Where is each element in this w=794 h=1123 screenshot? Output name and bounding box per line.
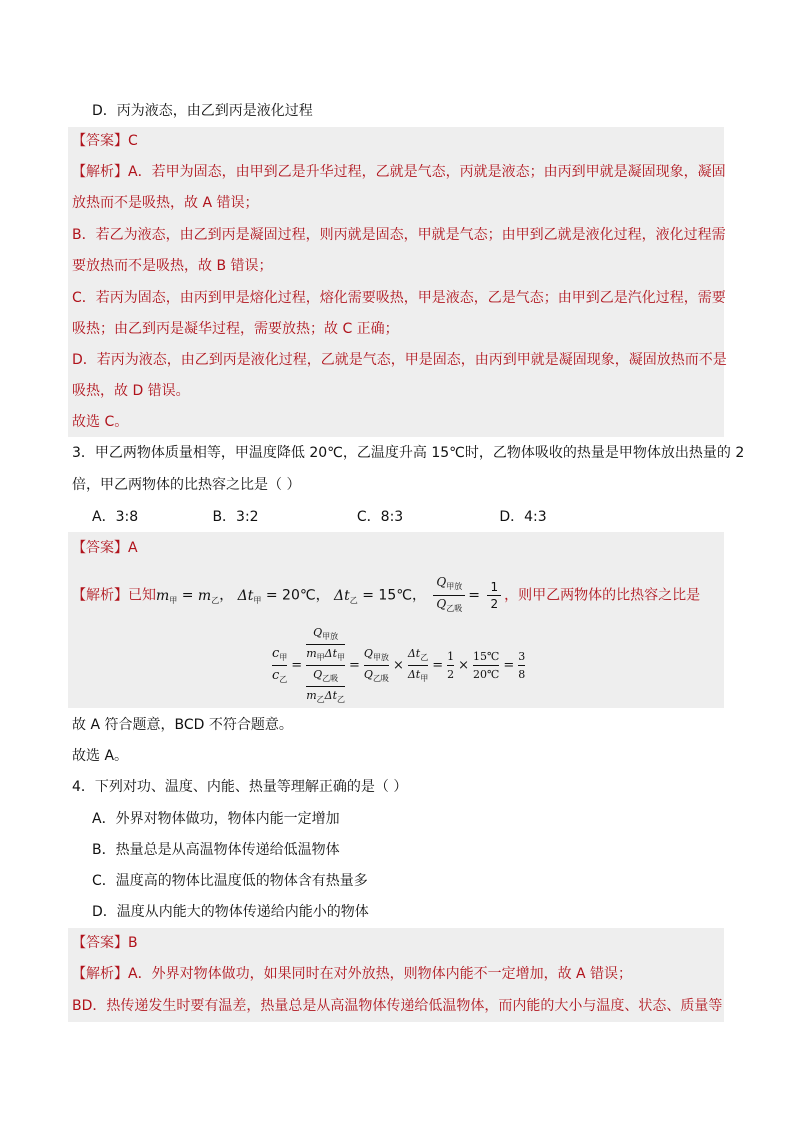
answer-tag: 【答案】 bbox=[72, 935, 128, 951]
answer-tag: 【答案】 bbox=[72, 540, 128, 556]
c-ratio: $c_甲$ $c_乙$ bbox=[272, 645, 288, 684]
q3-after: 故 A 符合题意，BCD 不符合题意。 bbox=[72, 717, 293, 733]
mass-yi: $m_乙$ bbox=[197, 587, 220, 605]
analysis-known-label: 已知 bbox=[128, 587, 156, 604]
analysis-tag: 【解析】 bbox=[72, 966, 128, 982]
temp-ratio-value: 15℃ 20℃ bbox=[473, 649, 500, 681]
delta-t-yi-value: = 15℃ bbox=[362, 587, 412, 604]
analysis-text: A．若甲为固态，由甲到乙是升华过程，乙就是气态，丙就是液态；由丙到甲就是凝固现象，凝固 bbox=[128, 164, 726, 180]
dt-fraction: $\Delta t_乙$ $\Delta t_甲$ bbox=[407, 646, 429, 683]
specific-heat-ratio-formula: $c_甲$ $c_乙$ = $Q_{甲放}$ $m_甲\Delta t_甲$ $Q_{乙吸}$ $m_乙\Delta t_乙$ = $Q_{甲放}$ $Q_{乙吸}$ × $\Delta t_乙$ $\Delta t_甲$ = 1 2 × 15℃ 20℃ = 3 8 bbox=[272, 625, 526, 704]
q2-answer bbox=[72, 130, 138, 152]
q2-analysis-b-1: B．若乙为液态，由乙到丙是凝固过程，则丙就是固态，甲就是气态；由甲到乙就是液化过程，液化过程需 bbox=[72, 227, 726, 243]
half-value: 1 2 bbox=[447, 649, 455, 681]
answer-value: C bbox=[128, 133, 138, 149]
q2-analysis-b-2: 要放热而不是吸热，故 B 错误； bbox=[72, 258, 273, 274]
analysis-tag: 【解析】 bbox=[72, 587, 128, 604]
q4-option-a: A．外界对物体做功，物体内能一定增加 bbox=[92, 811, 340, 827]
q4-analysis-bd: BD．热传递发生时要有温差，热量总是从高温物体传递给低温物体，而内能的大小与温度、状态、质量等 bbox=[72, 998, 723, 1014]
q2-conclusion: 故选 C。 bbox=[72, 414, 129, 430]
q3-option-a: A．3:8 bbox=[92, 509, 139, 525]
q3-answer bbox=[72, 537, 138, 559]
q4-option-b: B．热量总是从高温物体传递给低温物体 bbox=[92, 842, 340, 858]
q2-analysis-c-2: 吸热；由乙到丙是凝华过程，需要放热；故 C 正确； bbox=[72, 321, 399, 337]
q3-conclusion: 故选 A。 bbox=[72, 748, 129, 764]
q2-analysis-d-2: 吸热，故 D 错误。 bbox=[72, 383, 190, 399]
q4-answer bbox=[72, 932, 138, 954]
q4-stem: 4．下列对功、温度、内能、热量等理解正确的是（ ） bbox=[72, 779, 408, 795]
compound-fraction: $Q_{甲放}$ $m_甲\Delta t_甲$ $Q_{乙吸}$ $m_乙\Delta t_乙$ bbox=[306, 625, 345, 704]
q3-option-c: C．8:3 bbox=[356, 509, 404, 525]
answer-value: B bbox=[128, 935, 138, 951]
q2-analysis-d-1: D．若丙为液态，由乙到丙是液化过程，乙就是气态，甲是固态，由丙到甲就是凝固现象，凝固放热而不是 bbox=[72, 352, 727, 368]
analysis-text: A．外界对物体做功，如果同时在对外放热，则物体内能不一定增加，故 A 错误； bbox=[128, 966, 633, 982]
result-value: 3 8 bbox=[518, 649, 526, 681]
q4-analysis-a bbox=[72, 963, 632, 985]
q-ratio-fraction: $\frac{Q_{甲放}}{Q_{乙吸}}$ bbox=[433, 574, 465, 617]
half-fraction: $\frac{1}{2}$ bbox=[487, 579, 501, 612]
analysis-tag: 【解析】 bbox=[72, 164, 128, 180]
delta-t-jia-value: = 20℃ bbox=[265, 587, 316, 604]
analysis-then: ，则甲乙两物体的比热容之比是 bbox=[504, 587, 701, 604]
q2-option-d: D．丙为液态，由乙到丙是液化过程 bbox=[92, 103, 313, 119]
answer-tag: 【答案】 bbox=[72, 133, 128, 149]
q2-analysis-a-1 bbox=[72, 161, 726, 183]
mass-jia: $m_甲$ bbox=[156, 587, 178, 605]
q4-option-c: C．温度高的物体比温度低的物体含有热量多 bbox=[92, 873, 368, 889]
q3-analysis-known: 【解析】已知$m_甲 = m_乙$， $\Delta t_甲$ = 20℃， $\Delta t_乙$ = 15℃， $\frac{Q_{甲放}}{Q_{乙吸}}$ = $\frac{1}{2}$ ，则甲乙两物体的比热容之比是 bbox=[72, 574, 700, 620]
q3-options bbox=[92, 506, 547, 528]
delta-t-jia: $\Delta t_甲$ bbox=[237, 587, 262, 605]
q3-option-d: D．4:3 bbox=[499, 509, 547, 525]
q4-option-d: D．温度从内能大的物体传递给内能小的物体 bbox=[92, 904, 369, 920]
q2-analysis-c-1: C．若丙为固态，由丙到甲是熔化过程，熔化需要吸热，甲是液态，乙是气态；由甲到乙是汽化过程，需要 bbox=[72, 290, 726, 306]
q-fraction: $Q_{甲放}$ $Q_{乙吸}$ bbox=[363, 646, 389, 683]
q3-stem-1: 3．甲乙两物体质量相等，甲温度降低 20℃，乙温度升高 15℃时，乙物体吸收的热量是甲物体放出热量的 2 bbox=[72, 445, 745, 461]
delta-t-yi: $\Delta t_乙$ bbox=[334, 587, 358, 605]
q2-analysis-a-2: 放热而不是吸热，故 A 错误； bbox=[72, 195, 259, 211]
q3-stem-2: 倍，甲乙两物体的比热容之比是（ ） bbox=[72, 477, 301, 493]
q3-option-b: B．3:2 bbox=[212, 509, 259, 525]
answer-value: A bbox=[128, 540, 138, 556]
equals-sign: = bbox=[181, 587, 194, 604]
